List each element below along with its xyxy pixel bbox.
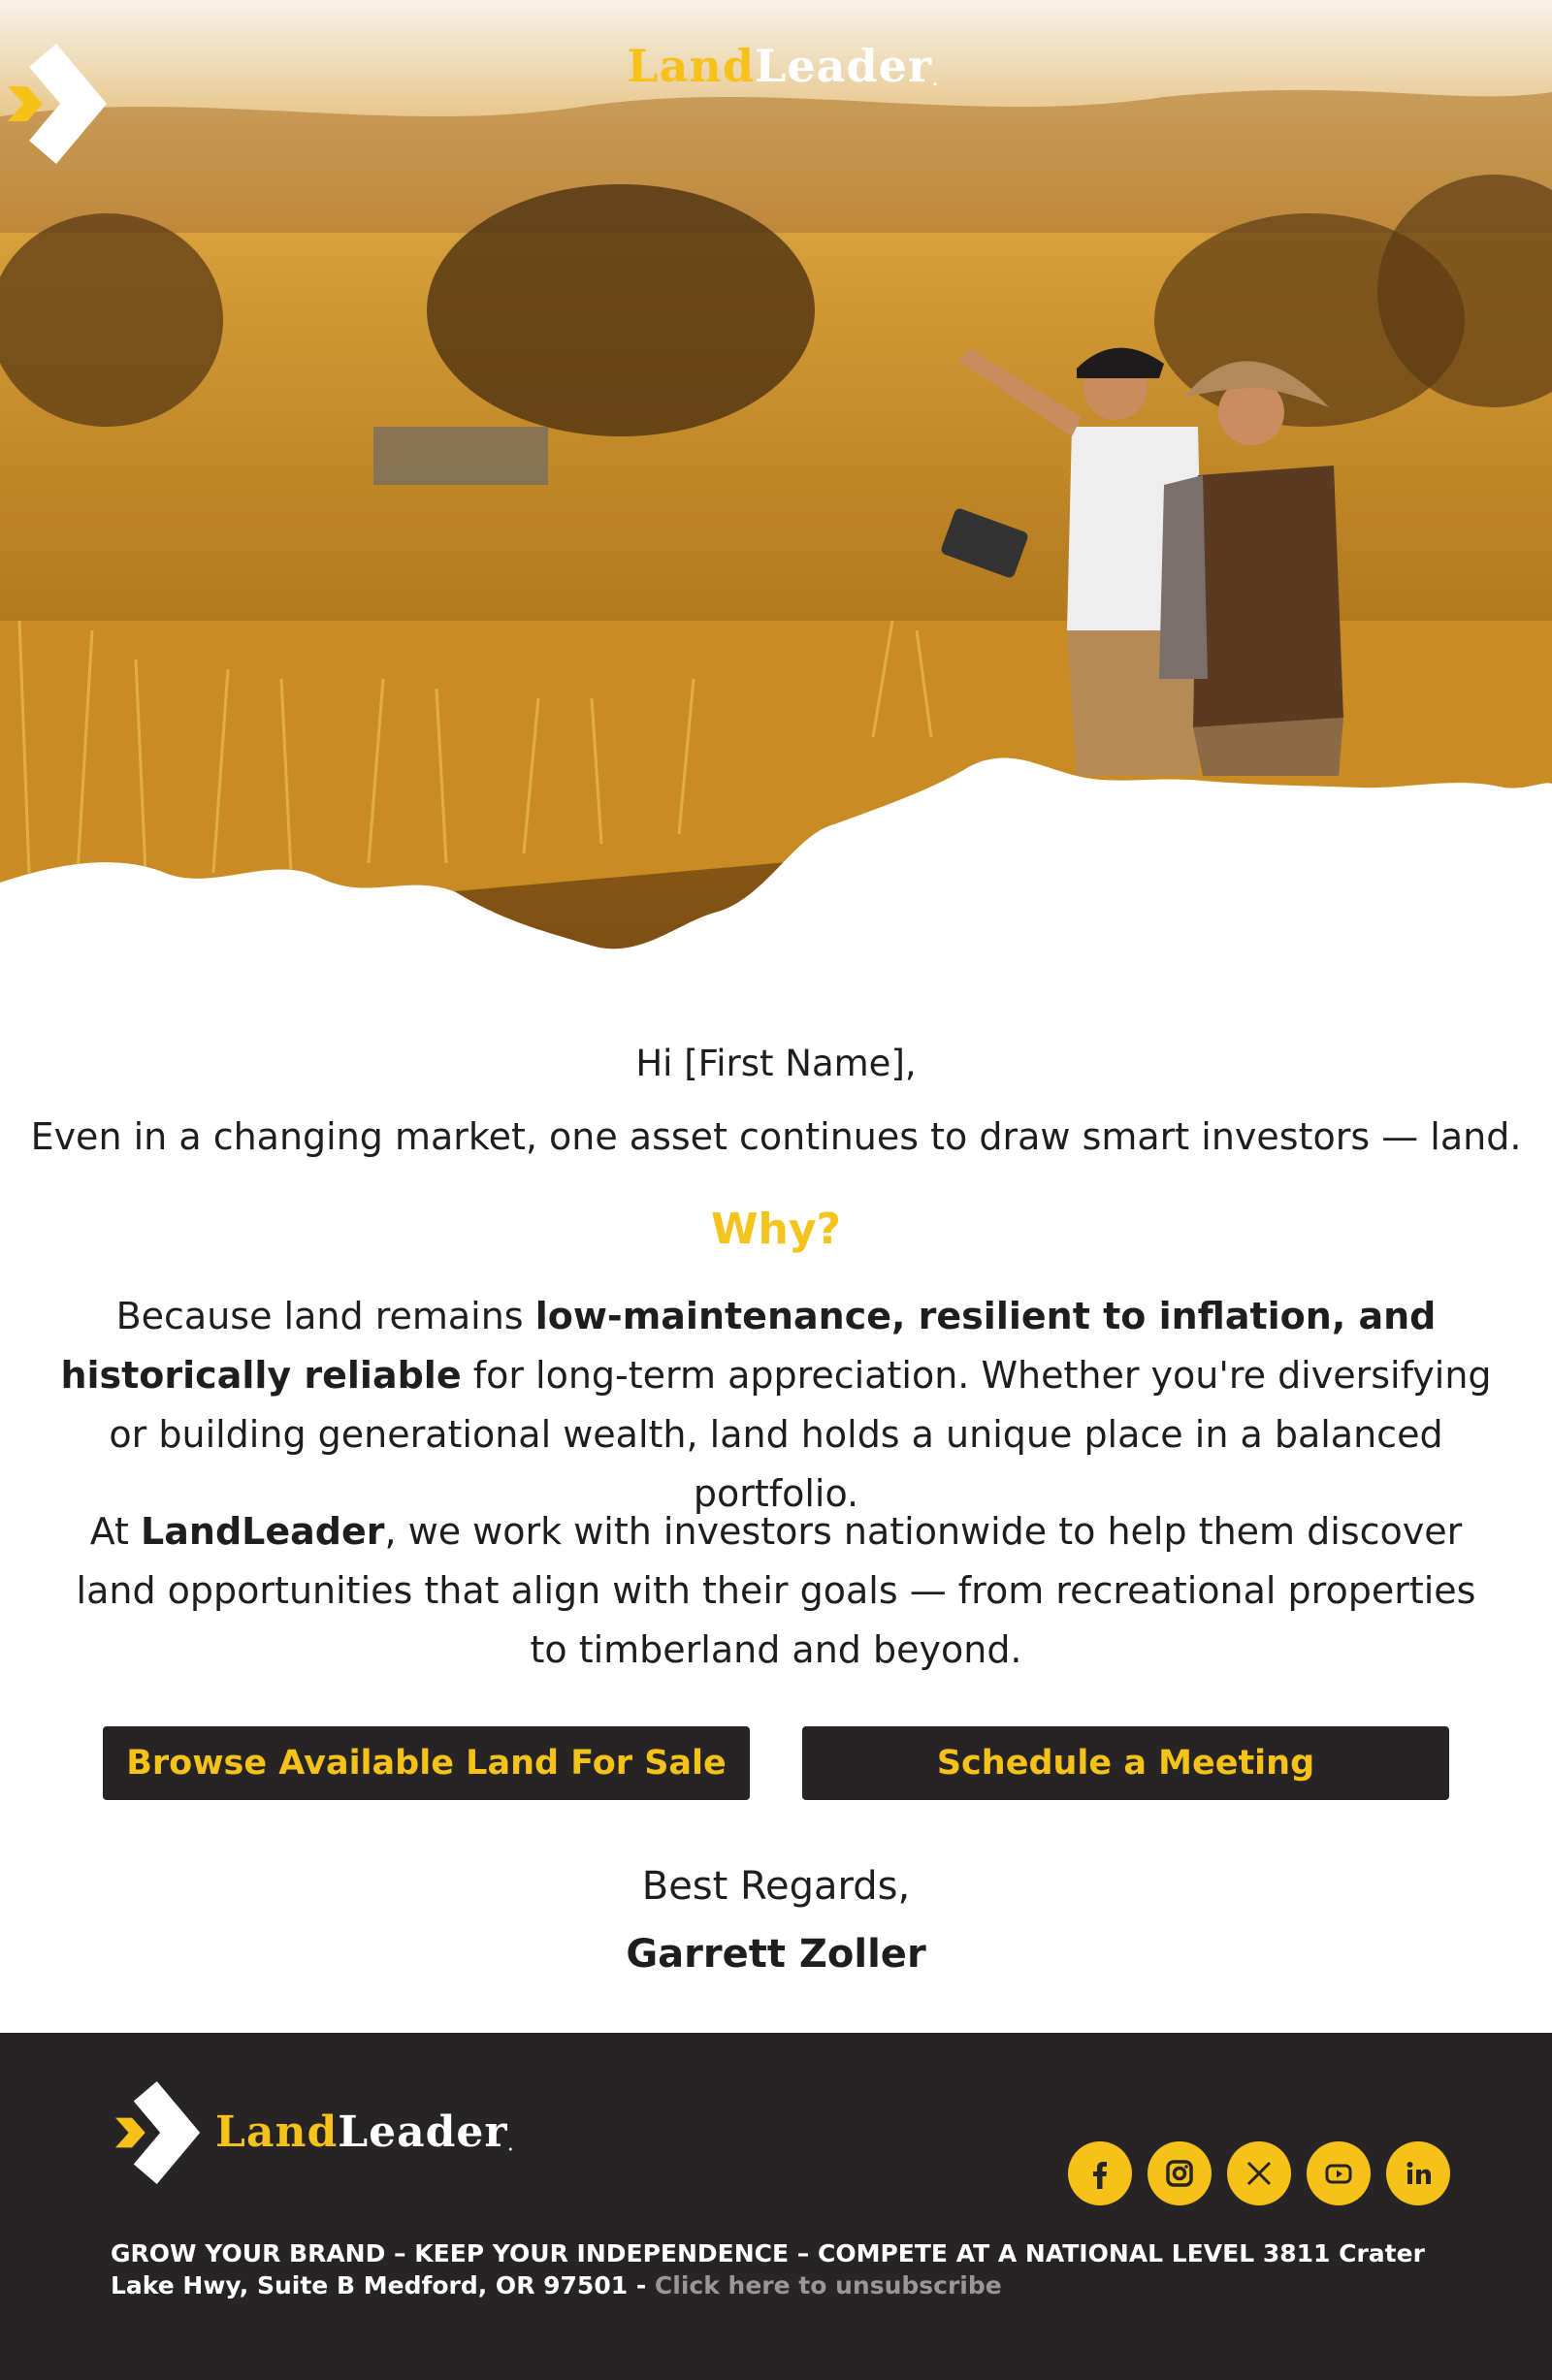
p2-bold: LandLeader — [141, 1510, 385, 1553]
logo-wordmark — [627, 40, 939, 92]
logo-wordmark — [215, 2107, 514, 2157]
facebook-icon[interactable] — [1068, 2141, 1132, 2205]
intro-text: Even in a changing market, one asset continues to draw smart investors — land. — [30, 1115, 1522, 1158]
greeting: Hi [First Name], — [635, 1043, 917, 1084]
paragraph-benefits — [58, 1287, 1494, 1524]
hero-photo — [0, 0, 1552, 970]
footer-tagline: GROW YOUR BRAND – KEEP YOUR INDEPENDENCE – COMPETE AT A NATIONAL LEVEL 3811 Crater Lake Hwy, Suite B Medford, OR 97501 - — [111, 2239, 1425, 2300]
linkedin-icon[interactable] — [1386, 2141, 1450, 2205]
sign-off: Best Regards, — [641, 1864, 911, 1909]
social-links — [1068, 2141, 1450, 2205]
signer-name: Garrett Zoller — [626, 1932, 926, 1977]
logo-word-leader: Leader — [338, 2107, 508, 2157]
logo-word-leader: Leader — [755, 40, 933, 92]
landleader-logo[interactable] — [613, 40, 939, 92]
footer — [0, 2033, 1552, 2380]
logo-chevron-icon — [109, 2081, 202, 2184]
footer-logo[interactable] — [109, 2081, 514, 2184]
p1-bold: low-maintenance, resilient to inflation, and historically reliable — [60, 1295, 1437, 1397]
logo-mark: . — [507, 2137, 514, 2155]
unsubscribe-link[interactable]: Click here to unsubscribe — [654, 2271, 1002, 2300]
hero-banner — [0, 0, 1552, 970]
paragraph-landleader — [58, 1502, 1494, 1680]
logo-word-land: Land — [215, 2107, 339, 2157]
logo-chevron-icon — [0, 44, 109, 164]
p1-text-a: Because land remains — [115, 1295, 535, 1337]
footer-address — [111, 2237, 1469, 2301]
browse-land-button[interactable]: Browse Available Land For Sale — [103, 1726, 750, 1800]
x-icon[interactable] — [1227, 2141, 1291, 2205]
header-logo[interactable] — [0, 40, 1552, 92]
p2-text-a: At — [89, 1510, 142, 1553]
instagram-icon[interactable] — [1148, 2141, 1212, 2205]
logo-mark: . — [932, 70, 939, 89]
logo-word-land: Land — [627, 40, 756, 92]
p2-text-b: , we work with investors nationwide to help them discover land opportunities that align with their goals — from recreational properties to timberland and beyond. — [76, 1510, 1476, 1671]
p1-text-b: for long-term appreciation. Whether you're diversifying or building generational wealth, land holds a unique place in a balanced portfolio. — [109, 1354, 1492, 1515]
why-heading: Why? — [710, 1205, 842, 1254]
youtube-icon[interactable] — [1307, 2141, 1371, 2205]
schedule-meeting-button[interactable]: Schedule a Meeting — [802, 1726, 1449, 1800]
